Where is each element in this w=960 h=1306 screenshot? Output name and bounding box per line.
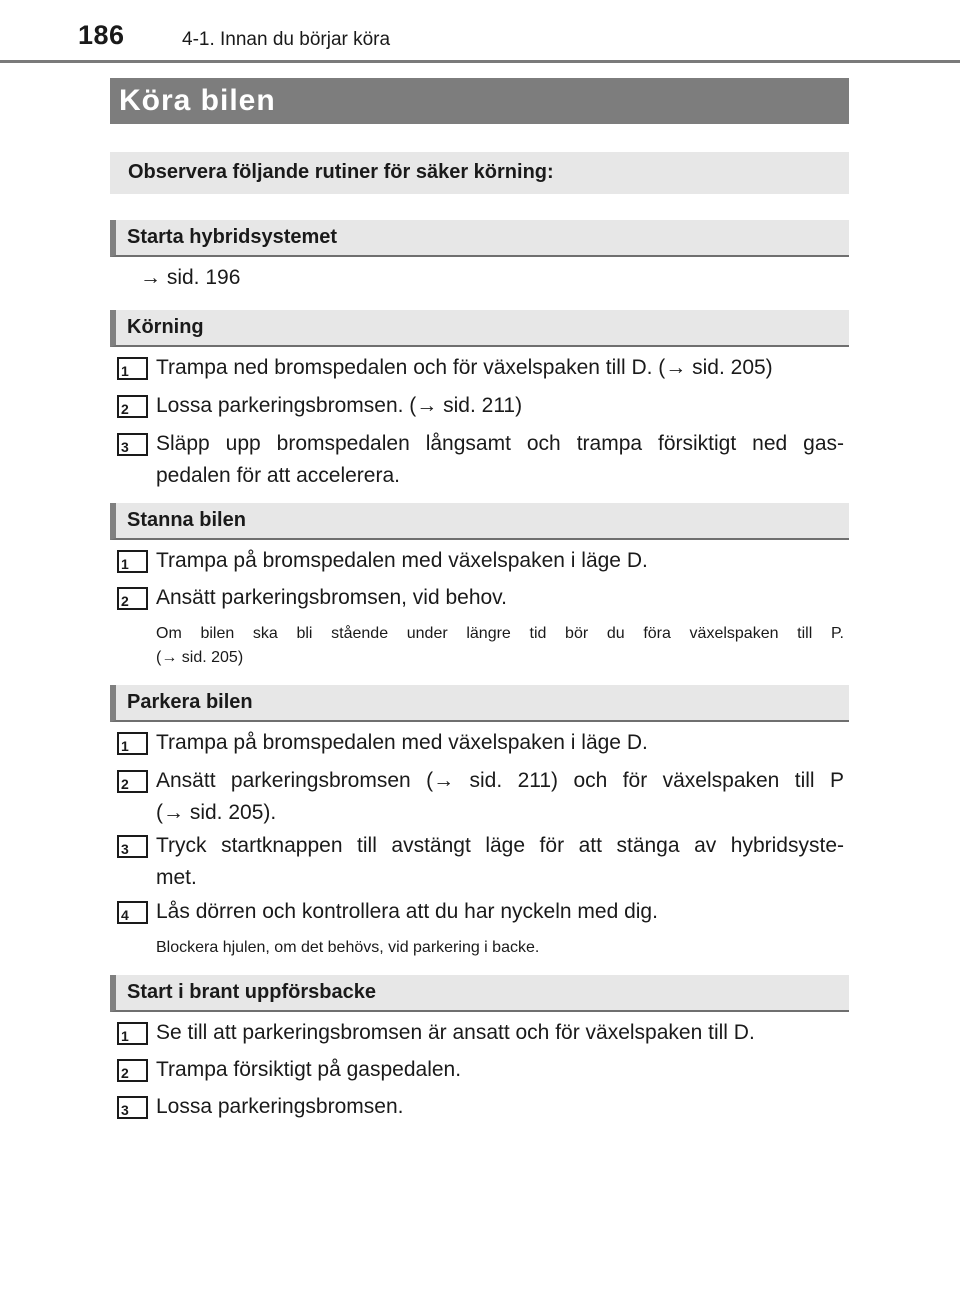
step-number-badge [117,1096,148,1119]
note-text: Om bilen ska bli stående under längre tid bör du föra växelspaken till P. [156,625,844,642]
step-number: 1 [121,556,129,572]
step-text: Lossa parkeringsbromsen. [156,1095,404,1118]
intro-text: Observera följande rutiner för säker körning: [128,161,554,183]
step-number-badge [117,1059,148,1082]
step-number: 3 [121,841,129,857]
step-number-badge [117,835,148,858]
step-number-badge [117,1022,148,1045]
step-number: 3 [121,439,129,455]
section-heading-stop [110,503,849,540]
step-text-continuation: (→ sid. 205). [156,801,277,824]
section-heading-label: Starta hybridsystemet [127,226,338,248]
note-text-continuation: (→ sid. 205) [156,649,244,666]
step-number: 2 [121,1065,129,1081]
step-text: Se till att parkeringsbromsen är ansatt och för växelspaken till D. [156,1021,755,1044]
step-number-badge [117,357,148,380]
step-number-badge [117,732,148,755]
section-heading-label: Parkera bilen [127,691,253,713]
section-heading-park [110,685,849,722]
step-number-badge [117,901,148,924]
step-text: Tryck startknappen till avstängt läge för att stänga av hybridsyste- [156,834,844,857]
step-number: 1 [121,738,129,754]
section-heading-label: Stanna bilen [127,509,246,531]
step-number: 2 [121,593,129,609]
step-number: 1 [121,1028,129,1044]
step-number: 1 [121,363,129,379]
step-text: Lossa parkeringsbromsen. (→ sid. 211) [156,394,523,417]
page-number: 186 [78,20,125,50]
step-number-badge [117,587,148,610]
step-text: Trampa försiktigt på gaspedalen. [156,1058,462,1081]
step-text: Trampa på bromspedalen med växelspaken i läge D. [156,549,648,572]
step-number: 2 [121,776,129,792]
section-heading-label: Körning [127,316,204,338]
step-text-continuation: pedalen för att accelerera. [156,464,400,487]
header-divider [0,60,960,63]
step-number: 4 [121,907,129,923]
step-text: Lås dörren och kontrollera att du har nyckeln med dig. [156,900,658,923]
step-text: Trampa på bromspedalen med växelspaken i läge D. [156,731,648,754]
page-title: Köra bilen [119,84,276,117]
step-number-badge [117,433,148,456]
step-number: 3 [121,1102,129,1118]
step-text: Ansätt parkeringsbromsen, vid behov. [156,586,507,609]
title-banner [110,78,849,124]
section-heading-driving [110,310,849,347]
chapter-title: 4-1. Innan du börjar köra [182,29,391,50]
page-header [0,0,960,62]
section-heading-label: Start i brant uppförsbacke [127,981,376,1003]
step-number-badge [117,395,148,418]
step-text: Ansätt parkeringsbromsen (→ sid. 211) och för växelspaken till P [156,769,844,792]
step-number: 2 [121,401,129,417]
step-text: Trampa ned bromspedalen och för växelspaken till D. (→ sid. 205) [156,356,773,379]
intro-box [110,152,849,194]
step-number-badge [117,770,148,793]
step-text: Släpp upp bromspedalen långsamt och trampa försiktigt ned gas- [156,432,844,455]
note-text: Blockera hjulen, om det behövs, vid parkering i backe. [156,939,540,956]
reference-text: → sid. 196 [140,266,241,289]
section-heading-start [110,220,849,257]
step-text-continuation: met. [156,866,197,889]
section-heading-hill [110,975,849,1012]
step-number-badge [117,550,148,573]
